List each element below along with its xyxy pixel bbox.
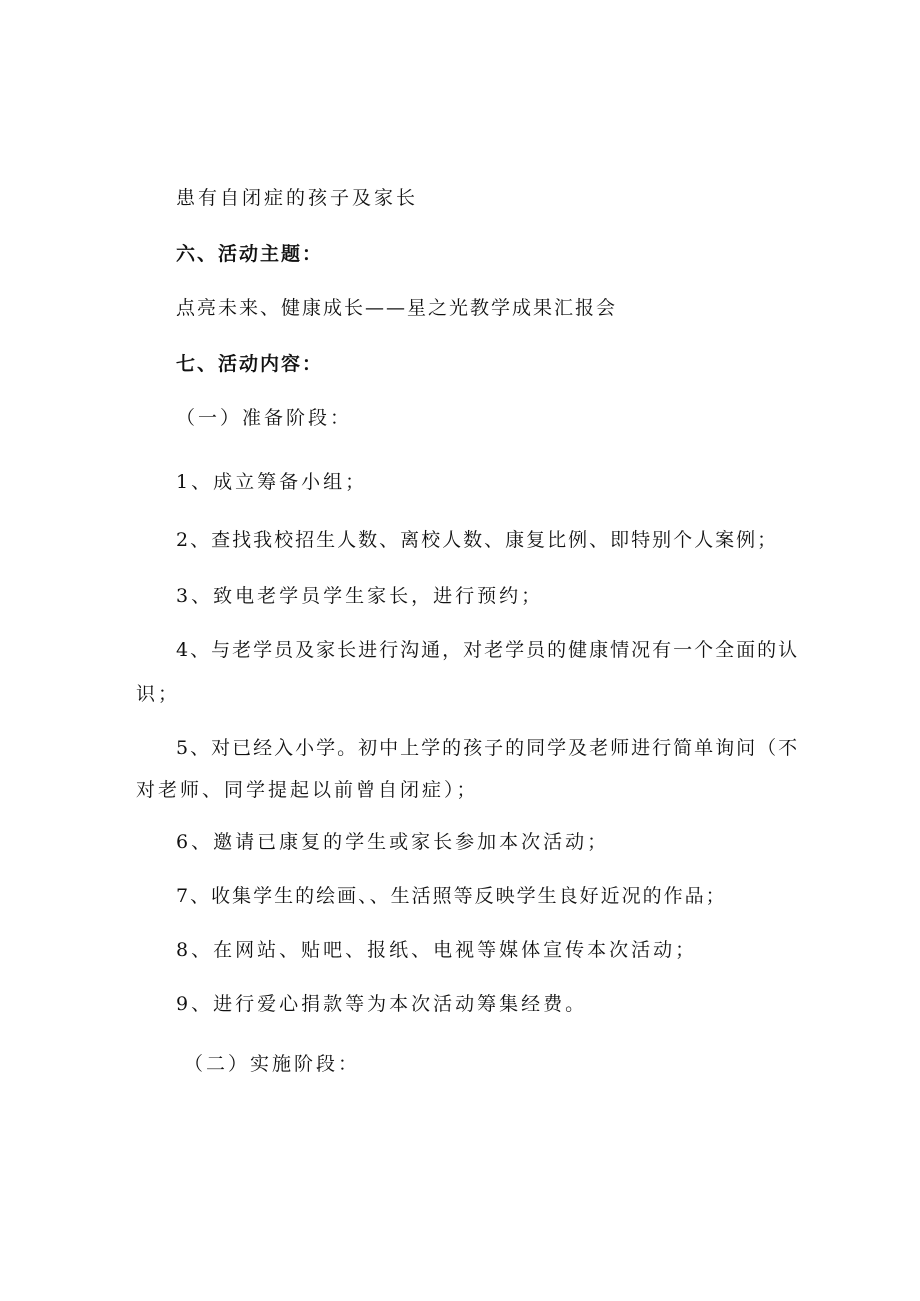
activity-theme-text: 点亮未来、健康成长——星之光教学成果汇报会 xyxy=(176,297,618,319)
phase-2-heading: （二）实施阶段： xyxy=(184,1053,361,1075)
list-item-5-line-1: 5、对已经入小学。初中上学的孩子的同学及老师进行简单询问（不 xyxy=(176,737,800,759)
list-item-5-line-2: 对老师、同学提起以前曾自闭症）； xyxy=(136,779,479,801)
section-7-heading: 七、活动内容： xyxy=(176,353,324,375)
list-item-9: 9、进行爱心捐款等为本次活动筹集经费。 xyxy=(176,993,588,1015)
phase-1-heading: （一）准备阶段： xyxy=(176,407,353,429)
target-audience-text: 患有自闭症的孩子及家长 xyxy=(176,187,419,209)
list-item-4-line-1: 4、与老学员及家长进行沟通，对老学员的健康情况有一个全面的认 xyxy=(176,639,800,661)
list-item-8: 8、在网站、贴吧、报纸、电视等媒体宣传本次活动； xyxy=(176,939,698,961)
list-item-6: 6、邀请已康复的学生或家长参加本次活动； xyxy=(176,831,610,853)
list-item-3: 3、致电老学员学生家长，进行预约； xyxy=(176,585,544,607)
section-6-heading: 六、活动主题： xyxy=(176,243,324,265)
list-item-4-line-2: 识； xyxy=(136,683,181,705)
list-item-1: 1、成立筹备小组； xyxy=(176,471,368,493)
list-item-7: 7、收集学生的绘画、、生活照等反映学生良好近况的作品； xyxy=(176,885,727,907)
list-item-2: 2、查找我校招生人数、离校人数、康复比例、即特别个人案例； xyxy=(176,529,779,551)
